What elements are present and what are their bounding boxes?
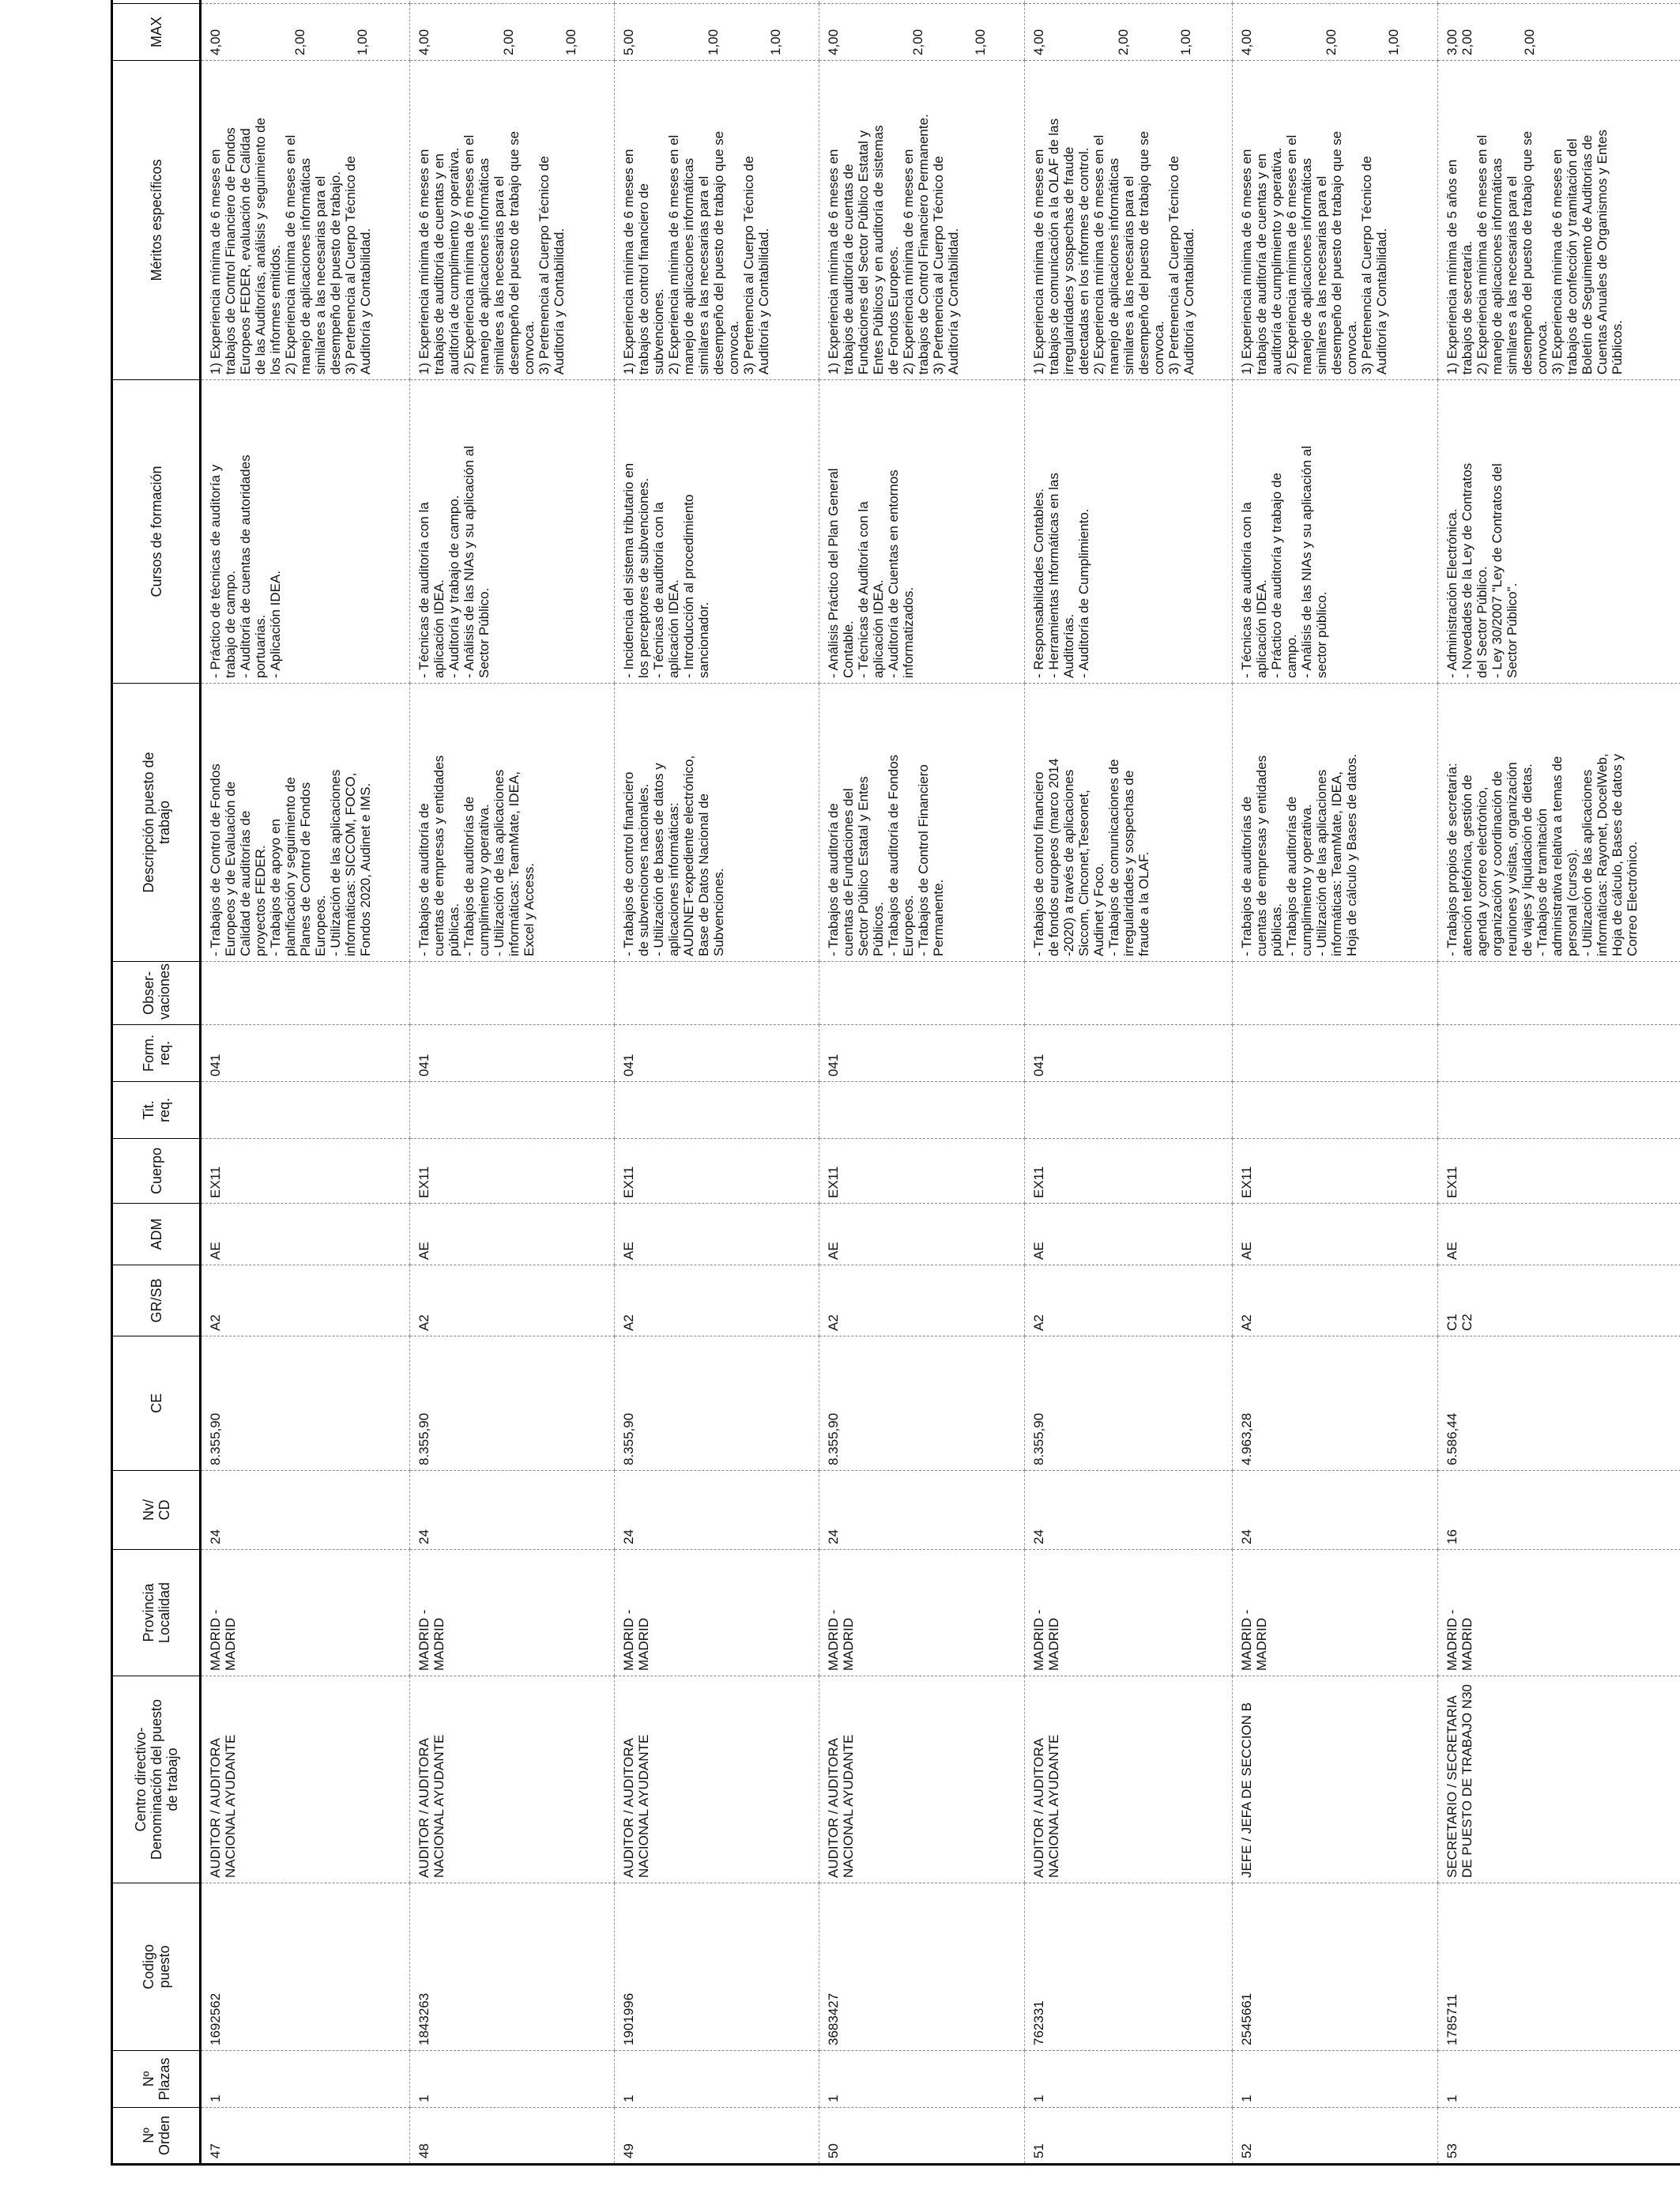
header-centro: Centro directivo- Denominación del puesto de trabajo xyxy=(112,1676,201,1883)
rotated-document-page xyxy=(111,17,1680,2166)
cell-form: 041 xyxy=(615,1025,819,1082)
header-adm: ADM xyxy=(112,1204,201,1265)
cell-cuerpo: EX11 xyxy=(1233,1139,1437,1204)
max-value: 2,00 xyxy=(910,28,926,55)
cell-form xyxy=(1437,1025,1680,1082)
cell-plazas: 1 xyxy=(201,2051,410,2108)
cell-nv: 24 xyxy=(1233,1471,1437,1550)
cell-nv: 24 xyxy=(1024,1471,1233,1550)
cell-centro: JEFE / JEFA DE SECCION B xyxy=(1233,1676,1437,1883)
cell-codigo: 1785711 xyxy=(1437,1883,1680,2051)
cell-tit xyxy=(1437,1082,1680,1139)
cell-cuerpo: EX11 xyxy=(201,1139,410,1204)
cell-me xyxy=(1437,0,1680,4)
cell-cursos: - Incidencia del sistema tributario en los perceptores de subvenciones. - Técnicas de auditoría con la aplicación IDEA. - Introducción al procedimiento sancionador. xyxy=(615,380,819,684)
cell-codigo: 1692562 xyxy=(201,1883,410,2051)
cell-meritos: 1) Experiencia mínima de 6 meses en trabajos de auditoría de cuentas de Fundaciones del Sector Público Estatal y Entes Públicos y en auditoría de sistemas de Fondos Europeos. 2) Experiencia mínima de 6 meses en trabajos de Control Financiero Permanente. 3) Pertenencia al Cuerpo Técnico de Auditoría y Contabilidad. xyxy=(819,61,1024,380)
cell-plazas: 1 xyxy=(410,2051,615,2108)
table-row xyxy=(819,0,1024,2165)
header-plazas: Nº Plazas xyxy=(112,2051,201,2108)
cell-me xyxy=(201,0,410,4)
cell-nv: 24 xyxy=(615,1471,819,1550)
cell-cuerpo: EX11 xyxy=(615,1139,819,1204)
cell-max xyxy=(1024,4,1233,61)
header-cuerpo: Cuerpo xyxy=(112,1139,201,1204)
cell-ce: 8.355,90 xyxy=(819,1336,1024,1471)
cell-codigo: 1901996 xyxy=(615,1883,819,2051)
cell-provincia: MADRID - MADRID xyxy=(1437,1550,1680,1676)
cell-ce: 8.355,90 xyxy=(201,1336,410,1471)
cell-max xyxy=(819,4,1024,61)
cell-max xyxy=(201,4,410,61)
cell-adm: AE xyxy=(1024,1204,1233,1265)
cell-cuerpo: EX11 xyxy=(819,1139,1024,1204)
cell-obs xyxy=(410,962,615,1025)
cell-desc: - Trabajos de control financiero de subvenciones nacionales. - Utilización de bases de datos y aplicaciones informáticas: AUDINET-expediente electrónico, Base de Datos Nacional de Subvenciones. xyxy=(615,684,819,962)
max-value: 2,00 xyxy=(292,28,307,55)
header-provincia: Provincia Localidad xyxy=(112,1550,201,1676)
max-value: 1,00 xyxy=(706,28,721,55)
max-value: 1,00 xyxy=(768,28,784,55)
cell-orden: 49 xyxy=(615,2108,819,2165)
cell-tit xyxy=(201,1082,410,1139)
max-value: 2,00 xyxy=(1115,28,1131,55)
cell-obs xyxy=(615,962,819,1025)
table-row xyxy=(1437,0,1680,2165)
max-value: 4,00 xyxy=(208,28,223,55)
cell-form xyxy=(1233,1025,1437,1082)
cell-gr: A2 xyxy=(615,1265,819,1336)
cell-adm: AE xyxy=(201,1204,410,1265)
header-desc: Descripción puesto de trabajo xyxy=(112,684,201,962)
cell-form: 041 xyxy=(1024,1025,1233,1082)
table-row xyxy=(615,0,819,2165)
cell-orden: 51 xyxy=(1024,2108,1233,2165)
job-positions-table xyxy=(111,0,1680,2166)
cell-obs xyxy=(201,962,410,1025)
max-value: 2,00 xyxy=(1324,28,1339,55)
cell-cuerpo: EX11 xyxy=(1437,1139,1680,1204)
cell-orden: 50 xyxy=(819,2108,1024,2165)
cell-ce: 4.963,28 xyxy=(1233,1336,1437,1471)
cell-cuerpo: EX11 xyxy=(1024,1139,1233,1204)
cell-obs xyxy=(1024,962,1233,1025)
cell-centro: SECRETARIO / SECRETARIA DE PUESTO DE TRABAJO N30 xyxy=(1437,1676,1680,1883)
max-value: 1,00 xyxy=(973,28,989,55)
header-max: MAX xyxy=(112,4,201,61)
cell-plazas: 1 xyxy=(1024,2051,1233,2108)
cell-desc: - Trabajos de control financiero de fondos europeos (marco 2014 -2020) a través de aplicaciones Siccom, Cinconet,Teseonet, Audinet y Foco. - Trabajos de comunicaciones de irregularidades y sospechas de fraude a la OLAF. xyxy=(1024,684,1233,962)
table-row xyxy=(1024,0,1233,2165)
cell-cursos: - Técnicas de auditoría con la aplicación IDEA. - Auditoría y trabajo de campo. - Análisis de las NIAs y su aplicación al Sector Público. xyxy=(410,380,615,684)
header-meritos: Méritos específicos xyxy=(112,61,201,380)
header-ce: CE xyxy=(112,1336,201,1471)
cell-adm: AE xyxy=(819,1204,1024,1265)
cell-nv: 24 xyxy=(410,1471,615,1550)
cell-adm: AE xyxy=(615,1204,819,1265)
cell-codigo: 762331 xyxy=(1024,1883,1233,2051)
cell-ce: 6.586,44 xyxy=(1437,1336,1680,1471)
cell-orden: 53 xyxy=(1437,2108,1680,2165)
cell-obs xyxy=(1233,962,1437,1025)
cell-max xyxy=(410,4,615,61)
cell-cursos: - Administración Electrónica. - Novedades de la Ley de Contratos del Sector Público. - Ley 30/2007 "Ley de Contratos del Sector Público". xyxy=(1437,380,1680,684)
cell-meritos: 1) Experiencia mínima de 6 meses en trabajos de auditoría de cuentas y en auditoría de cumplimiento y operativa. 2) Experiencia mínima de 6 meses en el manejo de aplicaciones informáticas similares a las necesarias para el desempeño del puesto de trabajo que se convoca. 3) Pertenencia al Cuerpo Técnico de Auditoría y Contabilidad. xyxy=(410,61,615,380)
cell-max xyxy=(1233,4,1437,61)
cell-orden: 52 xyxy=(1233,2108,1437,2165)
cell-desc: - Trabajos de auditoría de cuentas de empresas y entidades públicas. - Trabajos de auditorías de cumplimiento y operativa. - Utilización de las aplicaciones informáticas: TeamMate, IDEA, Excel y Access. xyxy=(410,684,615,962)
header-me xyxy=(112,0,201,4)
max-value: 4,00 xyxy=(1239,28,1255,55)
cell-cursos: - Análisis Práctico del Plan General Contable. - Técnicas de Auditoría con la aplicación IDEA. - Auditoría de Cuentas en entornos informatizados. xyxy=(819,380,1024,684)
cell-meritos: 1) Experiencia mínima de 6 meses en trabajos de auditoría de cuentas y en auditoría de cumplimiento y operativa. 2) Experiencia mínima de 6 meses en el manejo de aplicaciones informáticas similares a las necesarias para el desempeño del puesto de trabajo que se convoca. 3) Pertenencia al Cuerpo Técnico de Auditoría y Contabilidad. xyxy=(1233,61,1437,380)
cell-provincia: MADRID - MADRID xyxy=(1024,1550,1233,1676)
cell-me xyxy=(1233,0,1437,4)
cell-desc: - Trabajos propios de secretaría: atención telefónica, gestión de agenda y correo electrónico, organización y coordinación de reuniones y visitas, organización de viajes y liquidación de dietas. - Trabajos de tramitación administrativa relativa a temas de personal (cursos). - Utilización de las aplicaciones informáticas: Rayonet, DocelWeb, Hoja de cálculo, Bases de datos y Correo Electrónico. xyxy=(1437,684,1680,962)
cell-provincia: MADRID - MADRID xyxy=(1233,1550,1437,1676)
max-value: 5,00 xyxy=(621,28,637,55)
header-form: Form. req. xyxy=(112,1025,201,1082)
max-value: 4,00 xyxy=(826,28,842,55)
cell-centro: AUDITOR / AUDITORA NACIONAL AYUDANTE xyxy=(201,1676,410,1883)
cell-provincia: MADRID - MADRID xyxy=(819,1550,1024,1676)
header-cursos: Cursos de formación xyxy=(112,380,201,684)
table-row xyxy=(410,0,615,2165)
table-row xyxy=(1233,0,1437,2165)
cell-max xyxy=(1437,4,1680,61)
cell-codigo: 3683427 xyxy=(819,1883,1024,2051)
cell-cursos: - Responsabilidades Contables. - Herramientas Informáticas en las Auditorías. - Auditoría de Cumplimiento. xyxy=(1024,380,1233,684)
cell-desc: - Trabajos de auditoría de cuentas de Fundaciones del Sector Público Estatal y Entes Públicos. - Trabajos de auditoría de Fondos Europeos. - Trabajos de Control Financiero Permanente. xyxy=(819,684,1024,962)
cell-provincia: MADRID - MADRID xyxy=(201,1550,410,1676)
header-tit: Tit. req. xyxy=(112,1082,201,1139)
cell-gr: A2 xyxy=(1233,1265,1437,1336)
max-value: 4,00 xyxy=(1030,28,1046,55)
cell-obs xyxy=(1437,962,1680,1025)
max-value: 1,00 xyxy=(563,28,579,55)
max-value: 2,00 xyxy=(501,28,517,55)
cell-me xyxy=(410,0,615,4)
cell-meritos: 1) Experiencia mínima de 5 años en trabajos de secretaría. 2) Experiencia mínima de 6 meses en el manejo de aplicaciones informáticas similares a las necesarias para el desempeño del puesto de trabajo que se convoca. 3) Experiencia mínima de 6 meses en trabajos de confección y tramitación del Boletín de Seguimiento de Auditorías de Cuentas Anuales de Organismos y Entes Públicos. xyxy=(1437,61,1680,380)
cell-plazas: 1 xyxy=(615,2051,819,2108)
cell-adm: AE xyxy=(410,1204,615,1265)
cell-plazas: 1 xyxy=(1233,2051,1437,2108)
cell-tit xyxy=(615,1082,819,1139)
max-value: 1,00 xyxy=(1177,28,1193,55)
cell-tit xyxy=(1233,1082,1437,1139)
cell-cuerpo: EX11 xyxy=(410,1139,615,1204)
cell-nv: 24 xyxy=(819,1471,1024,1550)
cell-meritos: 1) Experiencia mínima de 6 meses en trabajos de comunicación a la OLAF de las irregularidades y sospechas de fraude detectadas en los informes de control. 2) Experiencia mínima de 6 meses en el manejo de aplicaciones informáticas similares a las necesarias para el desempeño del puesto de trabajo que se convoca. 3) Pertenencia al Cuerpo Técnico de Auditoría y Contabilidad. xyxy=(1024,61,1233,380)
cell-nv: 24 xyxy=(201,1471,410,1550)
cell-tit xyxy=(819,1082,1024,1139)
header-codigo: Codigo puesto xyxy=(112,1883,201,2051)
cell-max xyxy=(615,4,819,61)
cell-me xyxy=(819,0,1024,4)
cell-obs xyxy=(819,962,1024,1025)
cell-plazas: 1 xyxy=(1437,2051,1680,2108)
cell-desc: - Trabajos de Control de Fondos Europeos y de Evaluación de Calidad de auditorías de proyectos FEDER. - Trabajos de apoyo en planificación y seguimiento de Planes de Control de Fondos Europeos. - Utilización de las aplicaciones informáticas: SICCOM, FOCO, Fondos 2020, Audinet e IMS. xyxy=(201,684,410,962)
cell-plazas: 1 xyxy=(819,2051,1024,2108)
cell-centro: AUDITOR / AUDITORA NACIONAL AYUDANTE xyxy=(1024,1676,1233,1883)
header-nv: Nv/ CD xyxy=(112,1471,201,1550)
cell-ce: 8.355,90 xyxy=(410,1336,615,1471)
table-row xyxy=(201,0,410,2165)
cell-cursos: - Práctico de técnicas de auditoría y trabajo de campo. - Auditoría de cuentas de autoridades portuarias. - Aplicación IDEA. xyxy=(201,380,410,684)
cell-tit xyxy=(410,1082,615,1139)
max-value: 4,00 xyxy=(416,28,432,55)
cell-orden: 47 xyxy=(201,2108,410,2165)
cell-gr: C1 C2 xyxy=(1437,1265,1680,1336)
cell-codigo: 1843263 xyxy=(410,1883,615,2051)
cell-ce: 8.355,90 xyxy=(615,1336,819,1471)
max-value: 1,00 xyxy=(355,28,370,55)
cell-meritos: 1) Experiencia mínima de 6 meses en trabajos de control financiero de subvenciones. 2) Experiencia mínima de 6 meses en el manejo de aplicaciones informáticas similares a las necesarias para el desempeño del puesto de trabajo que se convoca. 3) Pertenencia al Cuerpo Técnico de Auditoría y Contabilidad. xyxy=(615,61,819,380)
cell-me xyxy=(1024,0,1233,4)
max-value: 2,00 xyxy=(1459,28,1475,55)
cell-ce: 8.355,90 xyxy=(1024,1336,1233,1471)
cell-gr: A2 xyxy=(410,1265,615,1336)
cell-gr: A2 xyxy=(819,1265,1024,1336)
cell-centro: AUDITOR / AUDITORA NACIONAL AYUDANTE xyxy=(819,1676,1024,1883)
cell-centro: AUDITOR / AUDITORA NACIONAL AYUDANTE xyxy=(410,1676,615,1883)
cell-adm: AE xyxy=(1437,1204,1680,1265)
header-gr: GR/SB xyxy=(112,1265,201,1336)
cell-me xyxy=(615,0,819,4)
max-value: 2,00 xyxy=(1521,28,1537,55)
cell-desc: - Trabajos de auditorías de cuentas de empresas y entidades públicas. - Trabajos de auditorías de cumplimiento y operativa. - Utilización de las aplicaciones informáticas: TeamMate, IDEA, Hoja de cálculo y Bases de datos. xyxy=(1233,684,1437,962)
cell-form: 041 xyxy=(410,1025,615,1082)
max-value: 1,00 xyxy=(1386,28,1402,55)
cell-cursos: - Técnicas de auditoría con la aplicación IDEA. - Práctico de auditoría y trabajo de campo. - Análisis de las NIAs y su aplicación al sector público. xyxy=(1233,380,1437,684)
cell-gr: A2 xyxy=(1024,1265,1233,1336)
cell-nv: 16 xyxy=(1437,1471,1680,1550)
cell-form: 041 xyxy=(819,1025,1024,1082)
cell-centro: AUDITOR / AUDITORA NACIONAL AYUDANTE xyxy=(615,1676,819,1883)
cell-gr: A2 xyxy=(201,1265,410,1336)
table-header-row xyxy=(112,0,201,2165)
cell-tit xyxy=(1024,1082,1233,1139)
max-value: 3,00 xyxy=(1444,28,1460,55)
header-orden: Nº Orden xyxy=(112,2108,201,2165)
cell-orden: 48 xyxy=(410,2108,615,2165)
cell-adm: AE xyxy=(1233,1204,1437,1265)
cell-form: 041 xyxy=(201,1025,410,1082)
header-obs: Obser- vaciones xyxy=(112,962,201,1025)
cell-codigo: 2545661 xyxy=(1233,1883,1437,2051)
cell-provincia: MADRID - MADRID xyxy=(615,1550,819,1676)
cell-provincia: MADRID - MADRID xyxy=(410,1550,615,1676)
cell-meritos: 1) Experiencia mínima de 6 meses en trabajos de Control Financiero de Fondos Europeos FEDER, evaluación de Calidad de las Auditorías, análisis y seguimiento de los informes emitidos. 2) Experiencia mínima de 6 meses en el manejo de aplicaciones informáticas similares a las necesarias para el desempeño del puesto de trabajo. 3) Pertenencia al Cuerpo Técnico de Auditoría y Contabilidad. xyxy=(201,61,410,380)
